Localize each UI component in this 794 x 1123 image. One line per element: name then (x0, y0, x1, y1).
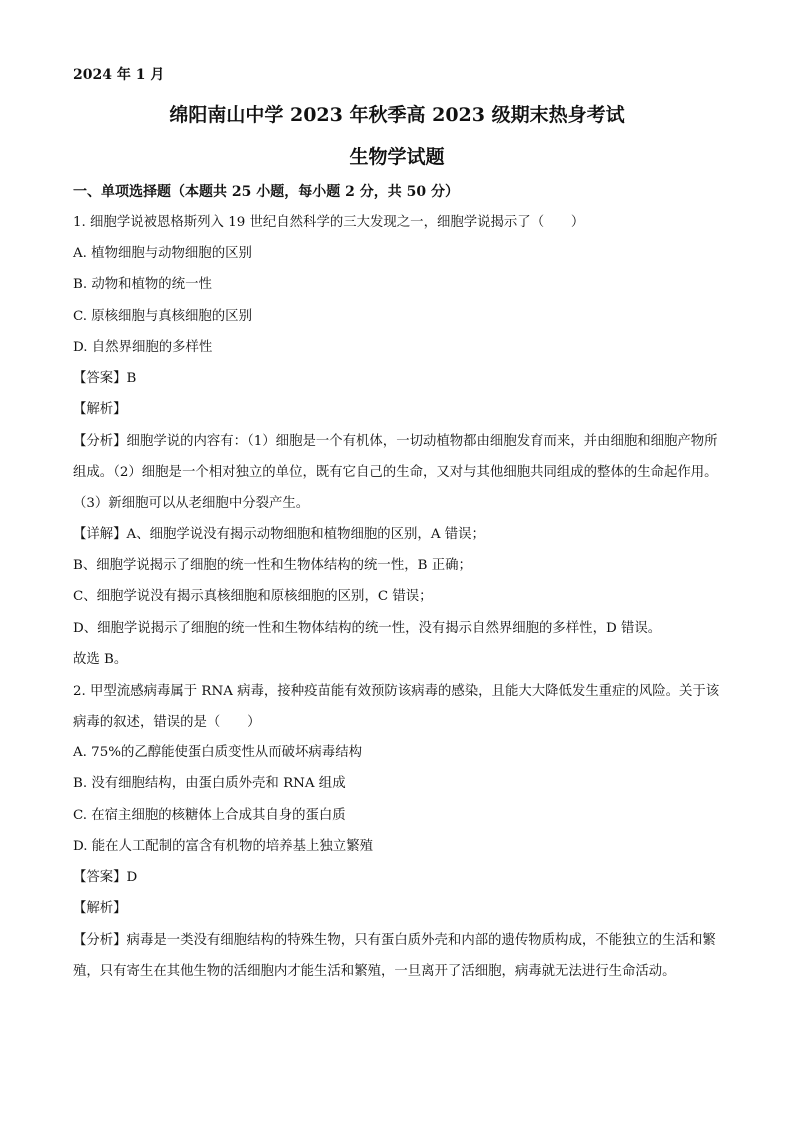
q2-option-b: B. 没有细胞结构，由蛋白质外壳和 RNA 组成 (73, 776, 346, 791)
q1-option-a: A. 植物细胞与动物细胞的区别 (73, 246, 252, 261)
exam-subtitle: 生物学试题 (349, 146, 445, 168)
q2-answer: 【答案】D (73, 870, 138, 885)
q1-detail-4: D、细胞学说揭示了细胞的统一性和生物体结构的统一性，没有揭示自然界细胞的多样性，D 错误。 (73, 621, 662, 636)
q2-option-a: A. 75%的乙醇能使蛋白质变性从而破坏病毒结构 (73, 745, 362, 760)
q1-stem: 1. 细胞学说被恩格斯列入 19 世纪自然科学的三大发现之一，细胞学说揭示了（ ） (73, 215, 585, 230)
q1-option-d: D. 自然界细胞的多样性 (73, 340, 213, 355)
q1-fenxi: 【分析】细胞学说的内容有：（1）细胞是一个有机体，一切动植物都由细胞发育而来，并由细胞和细胞产物所组成。（2）细胞是一个相对独立的单位，既有它自己的生命，又对与其他细胞共同组成的整体的生命起作用。（3）新细胞可以从老细胞中分裂产生。 (73, 434, 718, 511)
q1-detail-2: B、细胞学说揭示了细胞的统一性和生物体结构的统一性，B 正确； (73, 558, 472, 573)
q2-option-d: D. 能在人工配制的富含有机物的培养基上独立繁殖 (73, 839, 373, 854)
exam-title: 绵阳南山中学 2023 年秋季高 2023 级期末热身考试 (169, 104, 625, 126)
q2-option-c: C. 在宿主细胞的核糖体上合成其自身的蛋白质 (73, 808, 346, 823)
q1-detail-1: 【详解】A、细胞学说没有揭示动物细胞和植物细胞的区别，A 错误； (73, 527, 485, 542)
q1-conclusion: 故选 B。 (73, 652, 128, 667)
q2-analysis-label: 【解析】 (73, 901, 127, 916)
q1-analysis-label: 【解析】 (73, 402, 127, 417)
q1-answer: 【答案】B (73, 371, 137, 386)
q1-option-b: B. 动物和植物的统一性 (73, 277, 212, 292)
q1-detail-3: C、细胞学说没有揭示真核细胞和原核细胞的区别，C 错误； (73, 589, 433, 604)
section-heading: 一、单项选择题（本题共 25 小题，每小题 2 分，共 50 分） (73, 184, 459, 200)
q2-fenxi: 【分析】病毒是一类没有细胞结构的特殊生物，只有蛋白质外壳和内部的遗传物质构成，不能独立的生活和繁殖，只有寄生在其他生物的活细胞内才能生活和繁殖，一旦离开了活细胞，病毒就无法进行生命活动。 (73, 933, 716, 979)
q1-option-c: C. 原核细胞与真核细胞的区别 (73, 309, 252, 324)
exam-date: 2024 年 1 月 (73, 67, 165, 83)
q2-stem: 2. 甲型流感病毒属于 RNA 病毒，接种疫苗能有效预防该病毒的感染，且能大大降低发生重症的风险。关于该病毒的叙述，错误的是（ ） (73, 684, 720, 730)
